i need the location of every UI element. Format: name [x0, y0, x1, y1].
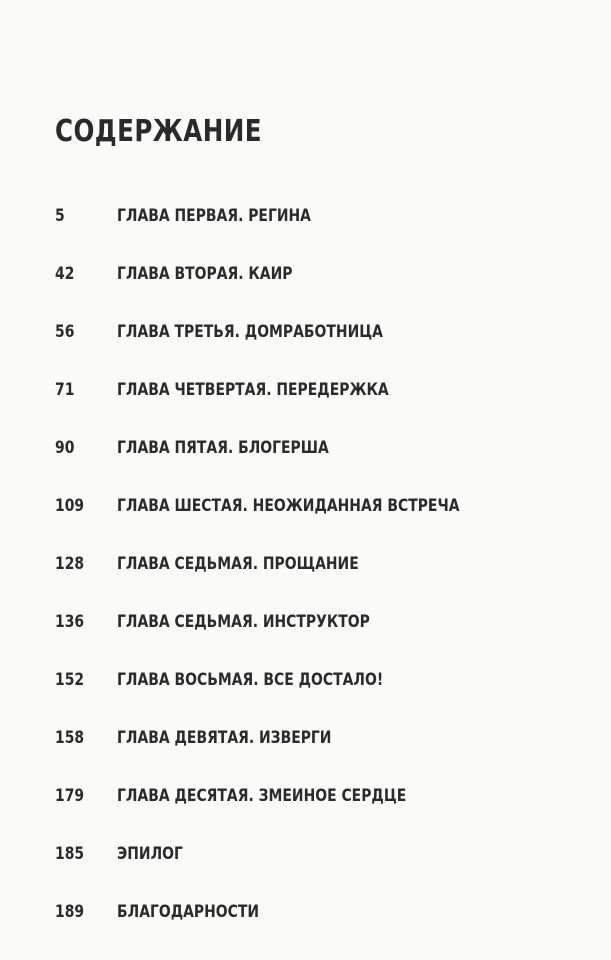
toc-entry: [0, 902, 611, 960]
toc-page-number: 189: [55, 902, 85, 922]
toc-chapter-title: ГЛАВА ВТОРАЯ. КАИР: [117, 264, 293, 284]
toc-chapter-title: БЛАГОДАРНОСТИ: [117, 902, 260, 922]
toc-page-number: 158: [55, 728, 85, 748]
toc-chapter-title: ГЛАВА СЕДЬМАЯ. ПРОЩАНИЕ: [117, 554, 359, 574]
toc-page-number: 71: [55, 380, 75, 400]
toc-page-number: 5: [55, 206, 65, 226]
toc-chapter-title: ГЛАВА ДЕВЯТАЯ. ИЗВЕРГИ: [117, 728, 332, 748]
toc-entry: [0, 206, 611, 264]
toc-page-number: 152: [55, 670, 85, 690]
toc-entry: [0, 670, 611, 728]
toc-page-number: 179: [55, 786, 85, 806]
toc-page-number: 42: [55, 264, 75, 284]
toc-chapter-title: ГЛАВА ДЕСЯТАЯ. ЗМЕИНОЕ СЕРДЦЕ: [117, 786, 407, 806]
toc-entry: [0, 264, 611, 322]
toc-chapter-title: ГЛАВА ШЕСТАЯ. НЕОЖИДАННАЯ ВСТРЕЧА: [117, 496, 460, 516]
toc-chapter-title: ЭПИЛОГ: [117, 844, 183, 864]
toc-entry: [0, 728, 611, 786]
toc-page-number: 109: [55, 496, 85, 516]
toc-entry: [0, 380, 611, 438]
toc-chapter-title: ГЛАВА ТРЕТЬЯ. ДОМРАБОТНИЦА: [117, 322, 383, 342]
toc-chapter-title: ГЛАВА ВОСЬМАЯ. ВСЕ ДОСТАЛО!: [117, 670, 384, 690]
toc-entry: [0, 554, 611, 612]
toc-page-number: 185: [55, 844, 85, 864]
toc-entry: [0, 612, 611, 670]
toc-chapter-title: ГЛАВА ПЯТАЯ. БЛОГЕРША: [117, 438, 329, 458]
toc-entry: [0, 496, 611, 554]
toc-page-number: 128: [55, 554, 85, 574]
toc-page-number: 90: [55, 438, 75, 458]
toc-chapter-title: ГЛАВА СЕДЬМАЯ. ИНСТРУКТОР: [117, 612, 370, 632]
toc-page-number: 56: [55, 322, 75, 342]
toc-entry: [0, 786, 611, 844]
page-title: СОДЕРЖАНИЕ: [55, 114, 262, 150]
toc-chapter-title: ГЛАВА ЧЕТВЕРТАЯ. ПЕРЕДЕРЖКА: [117, 380, 389, 400]
toc-entry: [0, 438, 611, 496]
table-of-contents: [0, 206, 611, 960]
toc-entry: [0, 322, 611, 380]
toc-entry: [0, 844, 611, 902]
toc-page-number: 136: [55, 612, 85, 632]
toc-chapter-title: ГЛАВА ПЕРВАЯ. РЕГИНА: [117, 206, 311, 226]
